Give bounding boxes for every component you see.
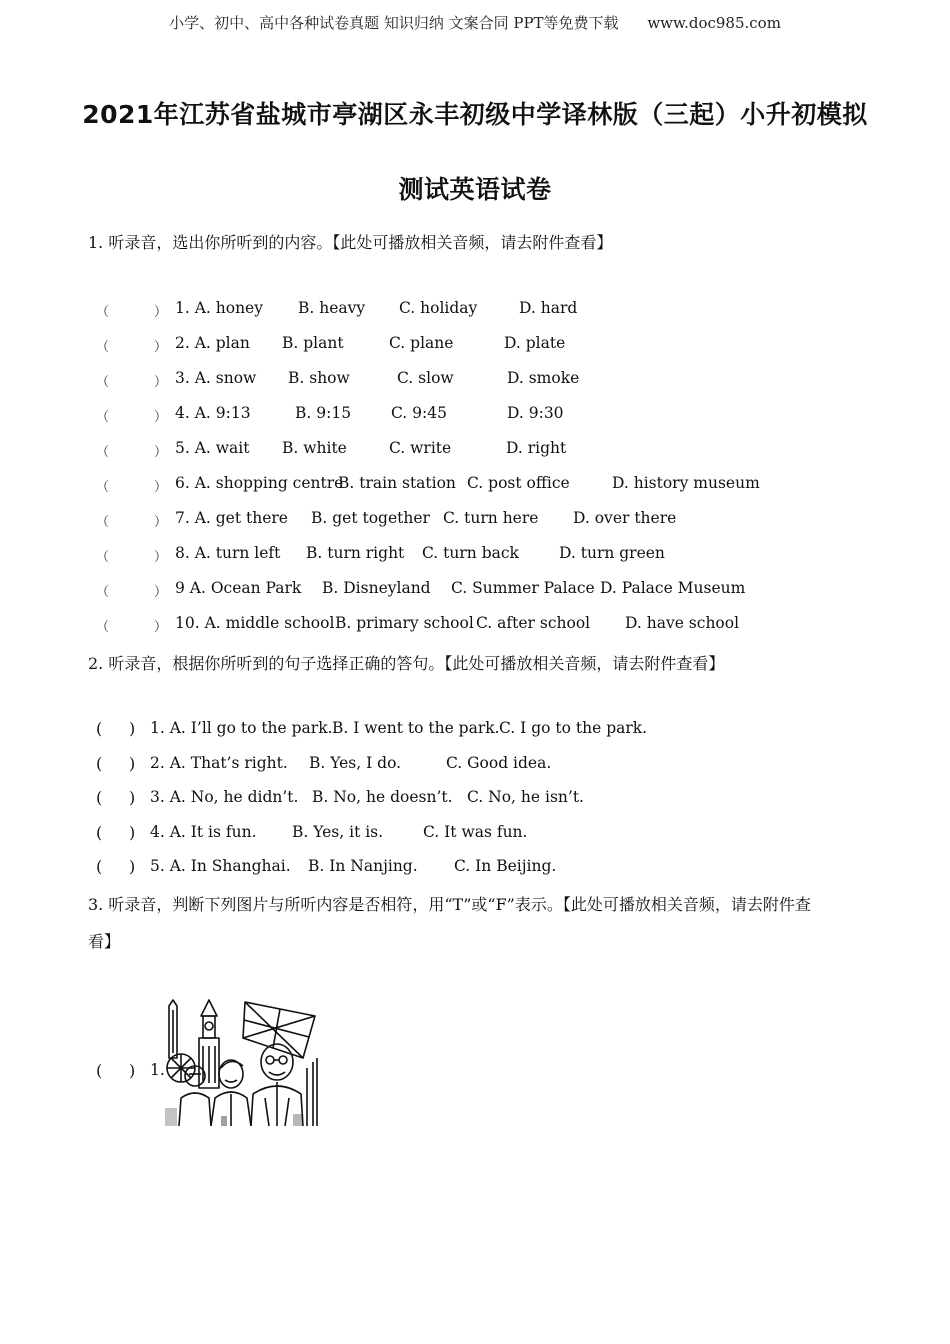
section-2-audio-note: 【此处可播放相关音频，请去附件查看】: [444, 654, 725, 673]
option-b: B. train station: [338, 474, 456, 492]
answer-paren-open: （: [96, 375, 110, 390]
option-d: D. history museum: [612, 474, 760, 492]
option-b: B. plant: [282, 334, 344, 352]
sketch-illustration: [165, 998, 319, 1126]
option-a: 9 A. Ocean Park: [175, 579, 302, 597]
option-c: C. Good idea.: [446, 753, 552, 772]
answer-paren-close: ): [129, 753, 136, 773]
option-a: 2. A. plan: [175, 334, 250, 352]
section-1-heading: [88, 230, 612, 253]
option-b: B. Yes, it is.: [292, 822, 384, 841]
option-d: D. 9:30: [507, 404, 564, 422]
section-1-audio-note: 【此处可播放相关音频，请去附件查看】: [332, 233, 613, 252]
option-a: 1. A. I’ll go to the park.: [150, 719, 333, 737]
answer-paren-open: （: [96, 480, 110, 495]
section-2-heading-text: 2. 听录音，根据你所听到的句子选择正确的答句。: [88, 654, 445, 673]
answer-paren-close: ）: [154, 515, 168, 530]
option-b: B. heavy: [298, 299, 366, 317]
section-3-audio-note-1: 【此处可播放相关音频，请去附件查: [562, 895, 811, 914]
answer-paren-close: ): [129, 788, 136, 807]
answer-paren-close: ）: [154, 480, 168, 495]
option-b: B. get together: [311, 509, 430, 527]
answer-paren-close: ): [129, 857, 136, 876]
answer-paren-close: ): [129, 719, 136, 738]
section-3-audio-note-2: 看】: [88, 932, 121, 951]
option-d: D. plate: [504, 334, 566, 352]
option-a: 3. A. snow: [175, 369, 257, 387]
option-c: C. turn back: [422, 544, 519, 562]
option-b: B. show: [288, 369, 350, 387]
answer-paren-open: (: [96, 822, 103, 842]
option-c: C. post office: [467, 474, 570, 492]
london-sightseeing-picture: [165, 998, 319, 1126]
option-a: 3. A. No, he didn’t.: [150, 788, 299, 806]
option-c: C. It was fun.: [423, 822, 528, 841]
option-c: C. slow: [397, 369, 454, 387]
answer-paren-open: （: [96, 550, 110, 565]
answer-paren-close: ): [129, 822, 136, 842]
option-c: C. holiday: [399, 299, 478, 317]
answer-paren-close: ）: [154, 375, 168, 390]
header-text: 小学、初中、高中各种试卷真题 知识归纳 文案合同 PPT等免费下载: [169, 14, 619, 32]
answer-paren-open: （: [96, 445, 110, 460]
answer-paren-open: (: [96, 753, 103, 773]
option-a: 7. A. get there: [175, 509, 288, 527]
option-b: B. No, he doesn’t.: [312, 788, 453, 806]
option-d: D. hard: [519, 299, 578, 317]
option-c: C. 9:45: [391, 404, 447, 422]
option-b: B. I went to the park.: [332, 719, 500, 737]
site-header: [0, 12, 950, 33]
answer-paren-close: ）: [154, 585, 168, 600]
answer-paren-open: （: [96, 620, 110, 635]
option-c: C. No, he isn’t.: [467, 788, 584, 806]
option-b: B. white: [282, 439, 347, 457]
option-c: C. I go to the park.: [499, 719, 648, 737]
option-a: 10. A. middle school: [175, 614, 335, 632]
option-c: C. after school: [476, 614, 591, 632]
header-url[interactable]: www.doc985.com: [647, 14, 781, 32]
answer-paren-close: ）: [154, 445, 168, 460]
option-a: 2. A. That’s right.: [150, 753, 288, 772]
option-a: 8. A. turn left: [175, 544, 281, 562]
option-a: 5. A. In Shanghai.: [150, 857, 291, 875]
option-d: D. have school: [625, 614, 740, 632]
option-a: 5. A. wait: [175, 439, 250, 457]
answer-paren-open: (: [96, 857, 103, 876]
answer-paren-close: ）: [154, 305, 168, 320]
question-label: 1.: [150, 1061, 165, 1079]
answer-paren-close: ）: [154, 340, 168, 355]
answer-paren-close: ）: [154, 550, 168, 565]
section-3-heading: [88, 892, 811, 915]
answer-paren-open: （: [96, 410, 110, 425]
option-a: 1. A. honey: [175, 299, 263, 317]
option-d: D. turn green: [559, 544, 665, 562]
answer-paren-close: ）: [154, 620, 168, 635]
option-b: B. In Nanjing.: [308, 857, 418, 875]
section-1-heading-text: 1. 听录音，选出你所听到的内容。: [88, 233, 333, 252]
option-b: B. primary school: [335, 614, 474, 632]
answer-paren-open: （: [96, 305, 110, 320]
option-b: B. turn right: [306, 544, 405, 562]
option-b: B. 9:15: [295, 404, 352, 422]
option-a: 4. A. It is fun.: [150, 822, 257, 841]
option-c: C. plane: [389, 334, 454, 352]
section-3-heading-text: 3. 听录音，判断下列图片与所听内容是否相符，用“T”或“F”表示。: [88, 895, 563, 914]
option-c: C. write: [389, 439, 452, 457]
option-a: 6. A. shopping centre: [175, 474, 344, 492]
answer-paren-open: （: [96, 340, 110, 355]
section-2-heading: [88, 651, 724, 674]
option-a: 4. A. 9:13: [175, 404, 251, 422]
option-c: C. turn here: [443, 509, 539, 527]
option-c: C. In Beijing.: [454, 857, 557, 875]
option-d: D. right: [506, 439, 567, 457]
answer-paren-open: (: [96, 1061, 103, 1080]
option-d: D. smoke: [507, 369, 580, 387]
option-d: D. Palace Museum: [600, 579, 746, 597]
page-title-line-2: 测试英语试卷: [398, 175, 552, 204]
option-b: B. Yes, I do.: [309, 753, 402, 772]
answer-paren-open: （: [96, 585, 110, 600]
option-c: C. Summer Palace: [451, 579, 595, 597]
option-b: B. Disneyland: [322, 579, 431, 597]
page-title-line-1: 2021年江苏省盐城市亭湖区永丰初级中学译林版（三起）小升初模拟: [82, 100, 868, 129]
answer-paren-open: （: [96, 515, 110, 530]
answer-paren-close: ): [129, 1061, 136, 1080]
answer-paren-open: (: [96, 788, 103, 807]
answer-paren-open: (: [96, 719, 103, 738]
answer-paren-close: ）: [154, 410, 168, 425]
option-d: D. over there: [573, 509, 677, 527]
